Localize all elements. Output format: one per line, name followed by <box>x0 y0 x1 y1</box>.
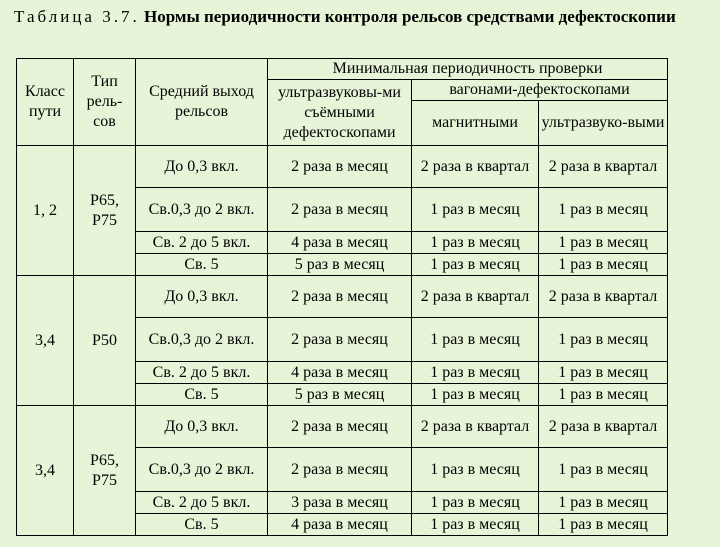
cell-removable-frequency: 2 раза в месяц <box>268 146 412 188</box>
cell-magnetic-frequency: 2 раза в квартал <box>412 146 539 188</box>
cell-removable-frequency: 5 раз в месяц <box>268 384 412 406</box>
cell-track-class: 3,4 <box>17 276 74 406</box>
cell-magnetic-frequency: 2 раза в квартал <box>412 406 539 448</box>
cell-ultrasonic-frequency: 1 раз в месяц <box>539 384 668 406</box>
header-average-output: Средний выход рельсов <box>136 59 268 146</box>
cell-track-class: 1, 2 <box>17 146 74 276</box>
cell-ultrasonic-frequency: 1 раз в месяц <box>539 362 668 384</box>
cell-removable-frequency: 2 раза в месяц <box>268 318 412 362</box>
cell-rail-type: Р50 <box>74 276 136 406</box>
cell-ultrasonic-frequency: 1 раз в месяц <box>539 254 668 276</box>
cell-magnetic-frequency: 2 раза в квартал <box>412 276 539 318</box>
cell-ultrasonic-frequency: 1 раз в месяц <box>539 492 668 514</box>
caption-title: Нормы периодичности контроля рельсов средствами дефектоскопии <box>143 7 676 26</box>
cell-average-output: До 0,3 вкл. <box>136 146 268 188</box>
cell-removable-frequency: 5 раз в месяц <box>268 254 412 276</box>
cell-magnetic-frequency: 1 раз в месяц <box>412 492 539 514</box>
cell-average-output: Св.0,3 до 2 вкл. <box>136 188 268 232</box>
cell-magnetic-frequency: 1 раз в месяц <box>412 254 539 276</box>
table-body <box>17 59 668 536</box>
cell-average-output: Св. 2 до 5 вкл. <box>136 232 268 254</box>
cell-magnetic-frequency: 1 раз в месяц <box>412 514 539 536</box>
periodicity-table <box>16 58 668 536</box>
cell-ultrasonic-frequency: 1 раз в месяц <box>539 188 668 232</box>
cell-average-output: Св. 2 до 5 вкл. <box>136 362 268 384</box>
table-caption <box>14 4 706 29</box>
cell-removable-frequency: 2 раза в месяц <box>268 276 412 318</box>
cell-removable-frequency: 2 раза в месяц <box>268 448 412 492</box>
cell-removable-frequency: 2 раза в месяц <box>268 406 412 448</box>
cell-average-output: До 0,3 вкл. <box>136 276 268 318</box>
cell-removable-frequency: 3 раза в месяц <box>268 492 412 514</box>
header-ultrasonic: ультразвуко-выми <box>539 101 668 146</box>
cell-magnetic-frequency: 1 раз в месяц <box>412 318 539 362</box>
cell-removable-frequency: 4 раза в месяц <box>268 514 412 536</box>
table-row <box>17 276 668 318</box>
cell-average-output: Св. 5 <box>136 384 268 406</box>
cell-rail-type: Р65, Р75 <box>74 406 136 536</box>
cell-removable-frequency: 4 раза в месяц <box>268 232 412 254</box>
header-rail-type: Тип рель-сов <box>74 59 136 146</box>
cell-average-output: До 0,3 вкл. <box>136 406 268 448</box>
cell-removable-frequency: 4 раза в месяц <box>268 362 412 384</box>
cell-ultrasonic-frequency: 2 раза в квартал <box>539 406 668 448</box>
cell-ultrasonic-frequency: 1 раз в месяц <box>539 318 668 362</box>
header-magnetic: магнитными <box>412 101 539 146</box>
cell-ultrasonic-frequency: 2 раза в квартал <box>539 276 668 318</box>
cell-ultrasonic-frequency: 2 раза в квартал <box>539 146 668 188</box>
cell-average-output: Св.0,3 до 2 вкл. <box>136 448 268 492</box>
cell-magnetic-frequency: 1 раз в месяц <box>412 188 539 232</box>
table-row <box>17 146 668 188</box>
table-row <box>17 406 668 448</box>
cell-track-class: 3,4 <box>17 406 74 536</box>
cell-average-output: Св. 2 до 5 вкл. <box>136 492 268 514</box>
cell-average-output: Св. 5 <box>136 514 268 536</box>
cell-magnetic-frequency: 1 раз в месяц <box>412 384 539 406</box>
cell-average-output: Св. 5 <box>136 254 268 276</box>
cell-ultrasonic-frequency: 1 раз в месяц <box>539 448 668 492</box>
header-class: Класс пути <box>17 59 74 146</box>
cell-rail-type: Р65, Р75 <box>74 146 136 276</box>
header-min-periodicity: Минимальная периодичность проверки <box>268 59 668 80</box>
cell-magnetic-frequency: 1 раз в месяц <box>412 362 539 384</box>
cell-ultrasonic-frequency: 1 раз в месяц <box>539 232 668 254</box>
cell-ultrasonic-frequency: 1 раз в месяц <box>539 514 668 536</box>
cell-magnetic-frequency: 1 раз в месяц <box>412 232 539 254</box>
cell-magnetic-frequency: 1 раз в месяц <box>412 448 539 492</box>
cell-removable-frequency: 2 раза в месяц <box>268 188 412 232</box>
header-detector-cars: вагонами-дефектоскопами <box>412 80 668 101</box>
header-removable-detectors: ультразвуковы-ми съёмными дефектоскопами <box>268 80 412 146</box>
cell-average-output: Св.0,3 до 2 вкл. <box>136 318 268 362</box>
caption-label: Таблица 3.7. <box>14 7 140 26</box>
